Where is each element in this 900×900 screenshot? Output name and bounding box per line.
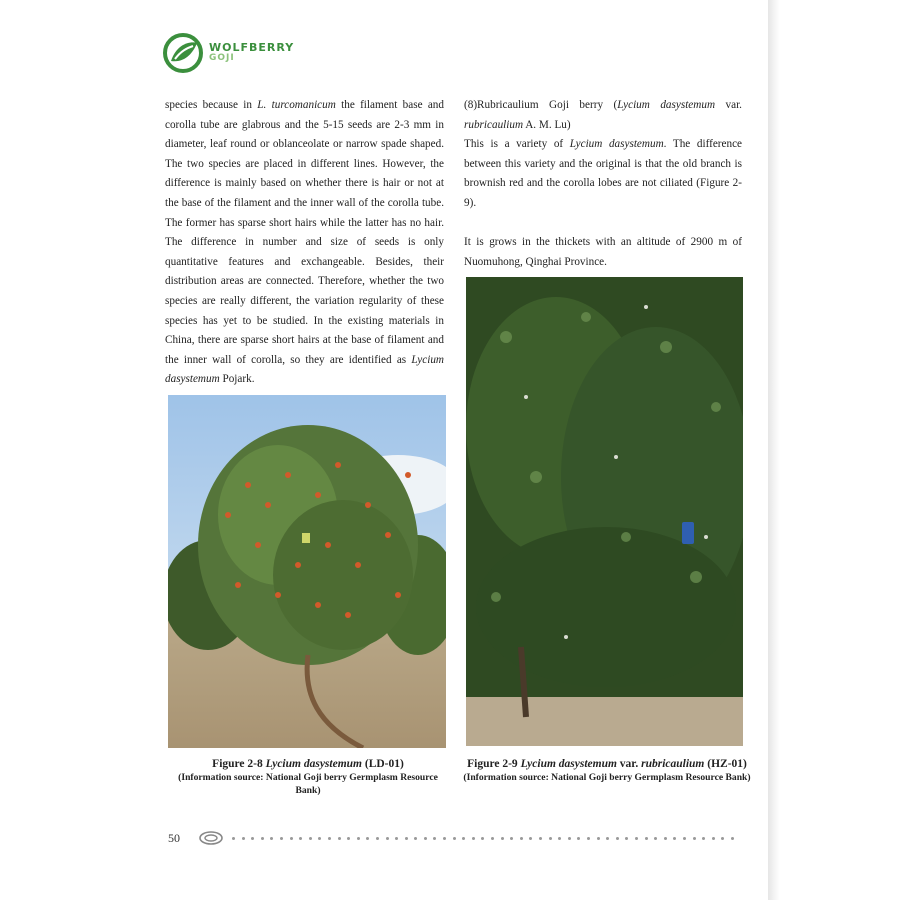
page-number: 50: [168, 830, 180, 845]
footer-dot: [366, 837, 369, 840]
footer-dot: [261, 837, 264, 840]
footer-dot: [376, 837, 379, 840]
brand-name: WOLFBERRY: [209, 41, 295, 54]
footer-dot: [405, 837, 408, 840]
footer-dot: [577, 837, 580, 840]
footer-dot: [433, 837, 436, 840]
footer-dot: [270, 837, 273, 840]
figure-2-9-photo: [466, 277, 743, 746]
footer-dot: [712, 837, 715, 840]
figure-2-8-caption: Figure 2-8 Lycium dasystemum (LD-01) (Information source: National Goji berry Germplasm Resource Bank): [168, 757, 448, 797]
footer-dot: [242, 837, 245, 840]
paragraph: This is a variety of Lycium dasystemum. The difference between this variety and the original is that the old branch is brownish red and the corolla lobes are not ciliated (Figure 2-9).: [464, 138, 742, 209]
footer-dot: [529, 837, 532, 840]
footer-dot: [395, 837, 398, 840]
footer-dot-rule: [232, 837, 734, 840]
footer-dot: [453, 837, 456, 840]
footer-dot: [568, 837, 571, 840]
footer-dot: [501, 837, 504, 840]
footer-dot: [645, 837, 648, 840]
goji-leaf-logo-icon: [163, 33, 203, 73]
footer-dot: [318, 837, 321, 840]
footer-dot: [606, 837, 609, 840]
footer-dot: [625, 837, 628, 840]
paragraph: species because in L. turcomanicum the filament base and corolla tube are glabrous and the 5-15 seeds are 2-3 mm in diameter, leaf round or oblanceolate or narrow spade shaped. The two species are placed in different lines. However, the difference is mainly based on whether there is hair or not at the base of the filament and the inner wall of the corolla tube. The former has sparse short hairs while the latter has no hair. The difference in number and size of seeds is only quantitative features and exchangeable. Besides, their distribution areas are connected. Therefore, whether the two species are really different, the variation regularity of these species has yet to be studied. In the existing materials in China, there are sparse short hairs at the base of filament and the inner wall of corolla, so they are identified as Lycium dasystemum Pojark.: [165, 99, 444, 386]
footer-dot: [280, 837, 283, 840]
brand-subname: GOJI: [209, 53, 235, 63]
footer-dot: [299, 837, 302, 840]
page-header: [163, 33, 294, 73]
figure-source: (Information source: National Goji berry Germplasm Resource Bank): [463, 772, 751, 783]
footer-dot: [309, 837, 312, 840]
footer-dot: [558, 837, 561, 840]
page-footer: [168, 828, 758, 848]
footer-dot: [587, 837, 590, 840]
footer-dot: [635, 837, 638, 840]
footer-dot: [481, 837, 484, 840]
footer-dot: [443, 837, 446, 840]
footer-dot: [673, 837, 676, 840]
figure-source: (Information source: National Goji berry Germplasm Resource Bank): [178, 772, 438, 796]
footer-dot: [251, 837, 254, 840]
footer-dot: [721, 837, 724, 840]
figure-2-9-caption: Figure 2-9 Lycium dasystemum var. rubricaulium (HZ-01) (Information source: National Goji berry Germplasm Resource Bank): [452, 757, 762, 785]
footer-dot: [539, 837, 542, 840]
footer-dot: [597, 837, 600, 840]
footer-dot: [357, 837, 360, 840]
footer-dot: [328, 837, 331, 840]
footer-dot: [693, 837, 696, 840]
footer-dot: [386, 837, 389, 840]
footer-dot: [424, 837, 427, 840]
footer-dot: [664, 837, 667, 840]
footer-dot: [683, 837, 686, 840]
footer-dot: [338, 837, 341, 840]
footer-dot: [462, 837, 465, 840]
section-heading: (8)Rubricaulium Goji berry (Lycium dasystemum var. rubricaulium A. M. Lu): [464, 99, 742, 131]
footer-dot: [232, 837, 235, 840]
figure-2-8-photo: [168, 395, 446, 748]
footer-dot: [549, 837, 552, 840]
footer-dot: [616, 837, 619, 840]
footer-dot: [290, 837, 293, 840]
page-edge-shadow: [768, 0, 780, 900]
left-column-text: [165, 96, 444, 390]
footer-dot: [510, 837, 513, 840]
right-column-text: [464, 96, 742, 272]
footer-dot: [347, 837, 350, 840]
footer-dot: [654, 837, 657, 840]
footer-dot: [520, 837, 523, 840]
footer-dot: [472, 837, 475, 840]
paragraph: It is grows in the thickets with an altitude of 2900 m of Nuomuhong, Qinghai Province.: [464, 236, 742, 268]
footer-dot: [731, 837, 734, 840]
footer-dot: [491, 837, 494, 840]
footer-dot: [702, 837, 705, 840]
goji-swirl-icon: [198, 830, 224, 846]
footer-dot: [414, 837, 417, 840]
